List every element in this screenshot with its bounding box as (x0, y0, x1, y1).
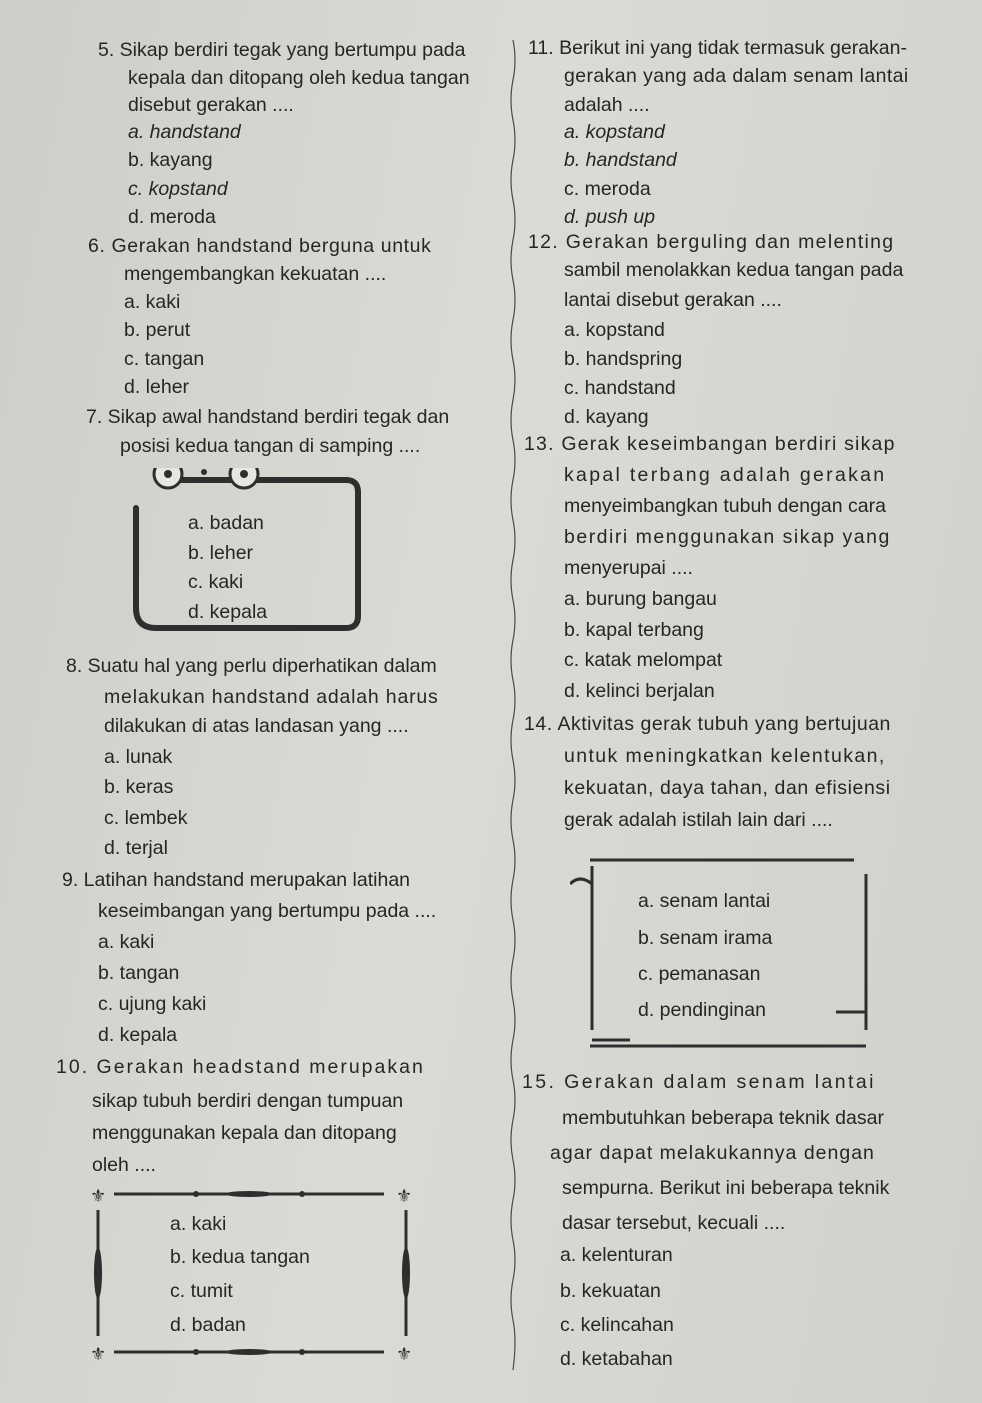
q12-option-c[interactable]: c. handstand (564, 377, 676, 399)
q11-line-3: adalah .... (564, 94, 650, 116)
q6-line-1: 6. Gerakan handstand berguna untuk (88, 235, 432, 257)
q13-line-2: kapal terbang adalah gerakan (564, 464, 887, 486)
q10-frame-decoration (84, 1180, 424, 1370)
q12-line-1: 12. Gerakan berguling dan melenting (528, 231, 895, 253)
q12-option-a[interactable]: a. kopstand (564, 319, 665, 341)
q13-line-3: menyeimbangkan tubuh dengan cara (564, 495, 886, 517)
q10-option-d[interactable]: d. badan (170, 1314, 246, 1336)
q10-option-a[interactable]: a. kaki (170, 1213, 227, 1235)
q15-option-c[interactable]: c. kelincahan (560, 1314, 674, 1336)
q8-line-3: dilakukan di atas landasan yang .... (104, 715, 409, 737)
q11-option-a[interactable]: a. kopstand (564, 121, 665, 143)
svg-text:⚜: ⚜ (90, 1186, 107, 1207)
q11-line-2: gerakan yang ada dalam senam lantai (564, 65, 909, 87)
q7-option-a[interactable]: a. badan (188, 512, 264, 534)
q11-line-1: 11. Berikut ini yang tidak termasuk gerakan- (528, 37, 907, 59)
q13-line-1: 13. Gerak keseimbangan berdiri sikap (524, 433, 896, 455)
q6-option-c[interactable]: c. tangan (124, 348, 205, 370)
q15-line-3: agar dapat melakukannya dengan (550, 1142, 875, 1164)
q9-line-2: keseimbangan yang bertumpu pada .... (98, 900, 437, 922)
q5-option-a[interactable]: a. handstand (128, 121, 241, 143)
q13-option-b[interactable]: b. kapal terbang (564, 619, 704, 641)
q7-line-1: 7. Sikap awal handstand berdiri tegak dan (86, 406, 450, 428)
q9-line-1: 9. Latihan handstand merupakan latihan (62, 869, 411, 891)
q10-line-4: oleh .... (92, 1154, 156, 1176)
q13-option-a[interactable]: a. burung bangau (564, 588, 717, 610)
q5-line-3: disebut gerakan .... (128, 94, 294, 116)
q5-option-c[interactable]: c. kopstand (128, 178, 228, 200)
q10-option-c[interactable]: c. tumit (170, 1280, 233, 1302)
q5-line-2: kepala dan ditopang oleh kedua tangan (128, 67, 470, 89)
q12-option-b[interactable]: b. handspring (564, 348, 683, 370)
q7-option-c[interactable]: c. kaki (188, 571, 244, 593)
q15-option-a[interactable]: a. kelenturan (560, 1244, 673, 1266)
q14-line-1: 14. Aktivitas gerak tubuh yang bertujuan (524, 713, 891, 735)
q5-option-d[interactable]: d. meroda (128, 206, 216, 228)
q14-option-c[interactable]: c. pemanasan (638, 963, 761, 985)
q6-option-b[interactable]: b. perut (124, 319, 191, 341)
svg-text:⚜: ⚜ (396, 1344, 413, 1365)
q15-option-d[interactable]: d. ketabahan (560, 1348, 673, 1370)
q14-line-2: untuk meningkatkan kelentukan, (564, 745, 886, 767)
q14-line-4: gerak adalah istilah lain dari .... (564, 809, 833, 831)
q15-line-4: sempurna. Berikut ini beberapa teknik (562, 1177, 890, 1199)
q9-option-c[interactable]: c. ujung kaki (98, 993, 207, 1015)
q6-option-d[interactable]: d. leher (124, 376, 190, 398)
q8-option-b[interactable]: b. keras (104, 776, 174, 798)
q13-line-4: berdiri menggunakan sikap yang (564, 526, 891, 548)
svg-text:⚜: ⚜ (90, 1344, 107, 1365)
q12-line-2: sambil menolakkan kedua tangan pada (564, 259, 904, 281)
q6-line-2: mengembangkan kekuatan .... (124, 263, 387, 285)
q9-option-b[interactable]: b. tangan (98, 962, 180, 984)
q8-option-d[interactable]: d. terjal (104, 837, 168, 859)
q11-option-d[interactable]: d. push up (564, 206, 656, 228)
q12-line-3: lantai disebut gerakan .... (564, 289, 782, 311)
q7-option-d[interactable]: d. kepala (188, 601, 268, 623)
q8-line-1: 8. Suatu hal yang perlu diperhatikan dalam (66, 655, 437, 677)
q13-option-c[interactable]: c. katak melompat (564, 649, 723, 671)
q5-option-b[interactable]: b. kayang (128, 149, 213, 171)
q14-option-b[interactable]: b. senam irama (638, 927, 773, 949)
q11-option-b[interactable]: b. handstand (564, 149, 677, 171)
q15-line-5: dasar tersebut, kecuali .... (562, 1212, 786, 1234)
q10-line-1: 10. Gerakan headstand merupakan (56, 1056, 425, 1078)
q10-line-3: menggunakan kepala dan ditopang (92, 1122, 397, 1144)
q7-line-2: posisi kedua tangan di samping .... (120, 435, 421, 457)
q14-option-d[interactable]: d. pendinginan (638, 999, 766, 1021)
q9-option-a[interactable]: a. kaki (98, 931, 155, 953)
q13-option-d[interactable]: d. kelinci berjalan (564, 680, 715, 702)
q10-option-b[interactable]: b. kedua tangan (170, 1246, 310, 1268)
q14-option-a[interactable]: a. senam lantai (638, 890, 771, 912)
q8-option-c[interactable]: c. lembek (104, 807, 188, 829)
q15-line-1: 15. Gerakan dalam senam lantai (522, 1071, 876, 1093)
q15-option-b[interactable]: b. kekuatan (560, 1280, 661, 1302)
q14-frame-decoration (570, 844, 880, 1064)
q15-line-2: membutuhkan beberapa teknik dasar (562, 1107, 884, 1129)
q7-option-b[interactable]: b. leher (188, 542, 254, 564)
q13-line-5: menyerupai .... (564, 557, 693, 579)
q11-option-c[interactable]: c. meroda (564, 178, 651, 200)
q8-option-a[interactable]: a. lunak (104, 746, 173, 768)
q12-option-d[interactable]: d. kayang (564, 406, 649, 428)
q8-line-2: melakukan handstand adalah harus (104, 686, 439, 708)
q14-line-3: kekuatan, daya tahan, dan efisiensi (564, 777, 891, 799)
q5-line-1: 5. Sikap berdiri tegak yang bertumpu pada (98, 39, 466, 61)
column-divider (507, 40, 519, 1370)
q10-line-2: sikap tubuh berdiri dengan tumpuan (92, 1090, 404, 1112)
svg-text:⚜: ⚜ (396, 1186, 413, 1207)
q9-option-d[interactable]: d. kepala (98, 1024, 178, 1046)
q6-option-a[interactable]: a. kaki (124, 291, 181, 313)
